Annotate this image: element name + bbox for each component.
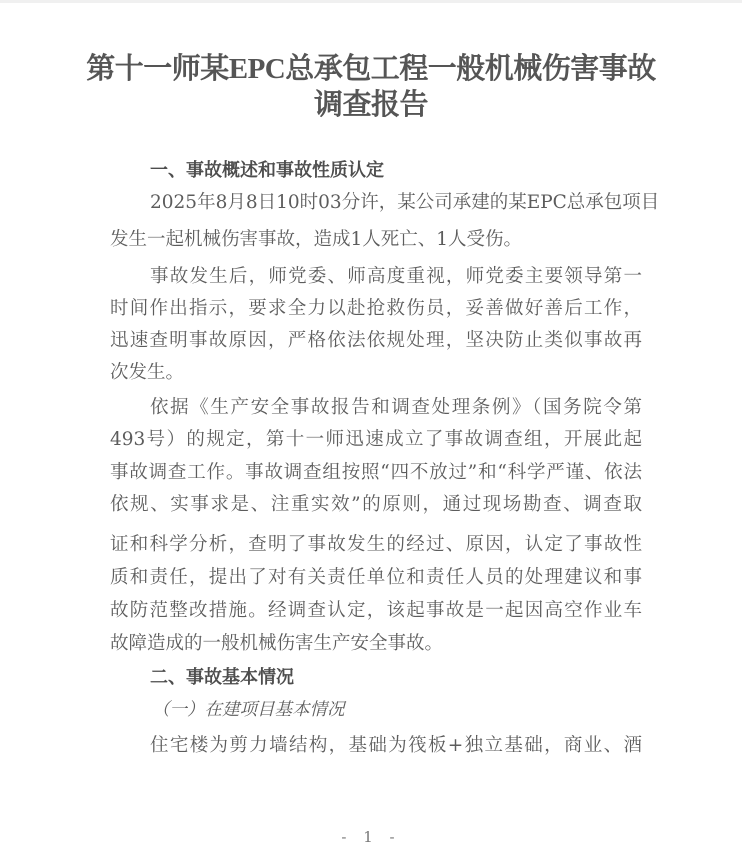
paragraph-line: 发生一起机械伤害事故，造成1人死亡、1人受伤。 xyxy=(110,229,523,250)
page-top-edge xyxy=(0,0,742,3)
paragraph-line: 493号）的规定，第十一师迅速成立了事故调查组，开展此起 xyxy=(110,429,642,450)
paragraph-line: 故防范整改措施。经调查认定，该起事故是一起因高空作业车 xyxy=(110,600,642,621)
paragraph-line: 质和责任，提出了对有关责任单位和责任人员的处理建议和事 xyxy=(110,567,642,588)
paragraph-line: 次发生。 xyxy=(110,362,185,383)
paragraph-line: 证和科学分析，查明了事故发生的经过、原因，认定了事故性 xyxy=(110,534,642,555)
paragraph-line: 依规、实事求是、注重实效”的原则，通过现场勘查、调查取 xyxy=(110,494,642,515)
paragraph-line: 事故发生后，师党委、师高度重视，师党委主要领导第一 xyxy=(150,266,642,287)
paragraph-line: 事故调查工作。事故调查组按照“四不放过”和“科学严谨、依法 xyxy=(110,462,642,483)
section-2-heading: 二、事故基本情况 xyxy=(150,667,294,688)
subsection-heading: （一）在建项目基本情况 xyxy=(152,700,345,720)
paragraph-line: 依据《生产安全事故报告和调查处理条例》（国务院令第 xyxy=(150,397,642,418)
document-title-line-1: 第十一师某EPC总承包工程一般机械伤害事故 xyxy=(86,53,656,85)
document-title-line-2: 调查报告 xyxy=(313,89,428,121)
paragraph-line: 迅速查明事故原因，严格依法依规处理，坚决防止类似事故再 xyxy=(110,330,642,351)
paragraph-line: 时间作出指示，要求全力以赴抢救伤员，妥善做好善后工作， xyxy=(110,298,642,319)
page-number: - 1 - xyxy=(341,828,401,846)
paragraph-line: 故障造成的一般机械伤害生产安全事故。 xyxy=(110,633,444,654)
paragraph-line: 2025年8月8日10时03分许，某公司承建的某EPC总承包项目 xyxy=(150,192,660,213)
section-1-heading: 一、事故概述和事故性质认定 xyxy=(150,160,384,181)
paragraph-line: 住宅楼为剪力墙结构，基础为筏板+独立基础，商业、酒 xyxy=(150,735,642,756)
